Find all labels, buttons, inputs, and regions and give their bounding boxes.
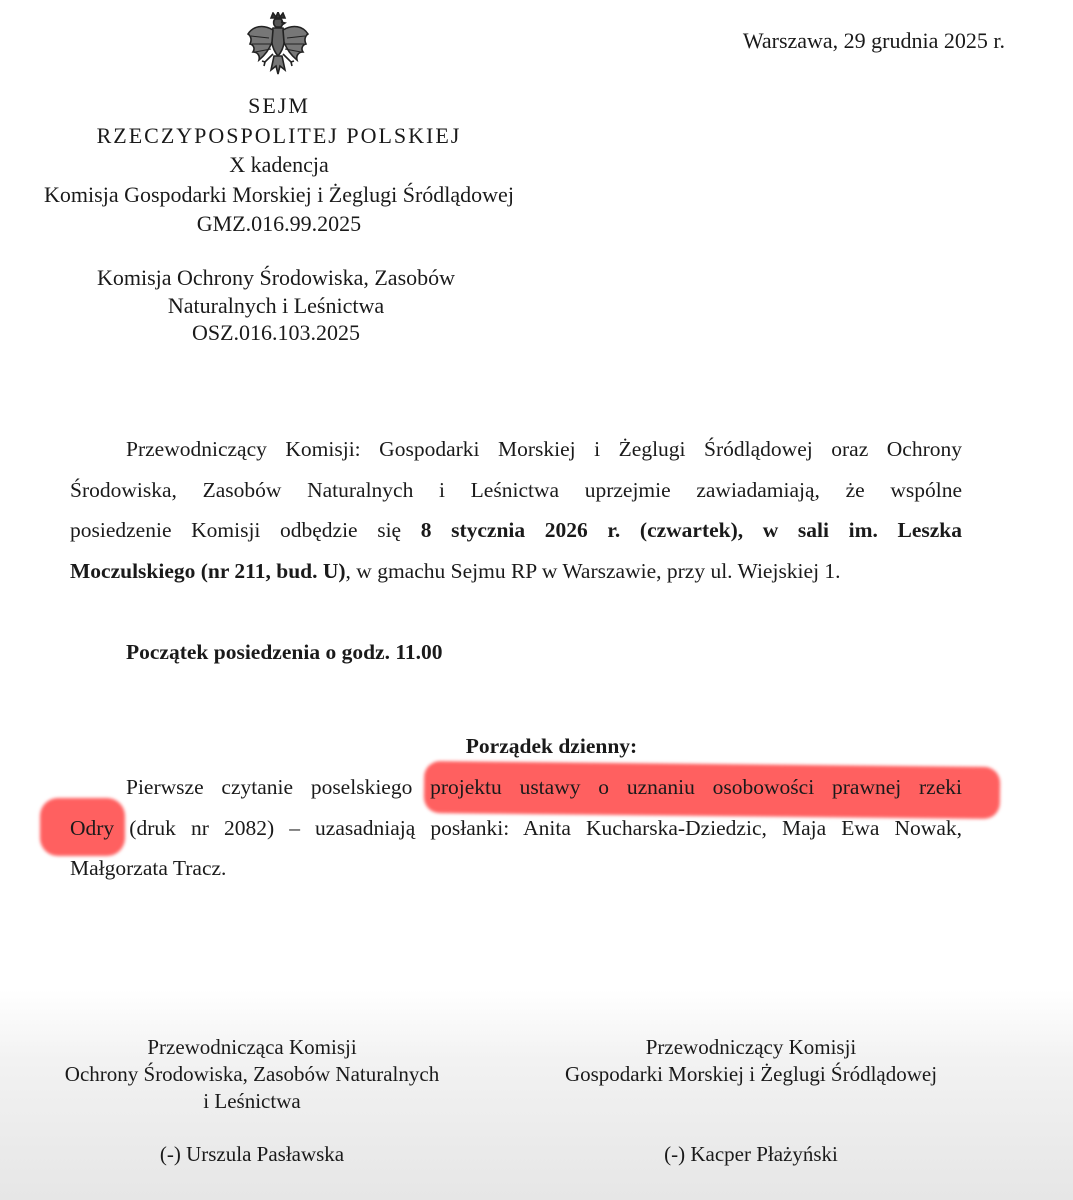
- notice-line-2: Środowiska, Zasobów Naturalnych i Leśnictwa uprzejmie zawiadamiają, że wspólne: [70, 477, 962, 502]
- committee-name-1: Komisja Gospodarki Morskiej i Żeglugi Śródlądowej: [44, 181, 514, 207]
- agenda-paragraph: [70, 767, 962, 889]
- reference-number-2: OSZ.016.103.2025: [191, 320, 361, 345]
- notice-line-4-text: , w gmachu Sejmu RP w Warszawie, przy ul. Wiejskiej 1.: [345, 558, 841, 583]
- institution-name: SEJM: [248, 93, 310, 118]
- agenda-line-3: Małgorzata Tracz.: [70, 856, 227, 880]
- committee-name-2-line-2: Naturalnych i Leśnictwa: [167, 292, 385, 318]
- committee-name-2-line-1: Komisja Ochrony Środowiska, Zasobów: [96, 265, 456, 290]
- signer-role-left-2: Ochrony Środowiska, Zasobów Naturalnych: [64, 1062, 440, 1086]
- term-label: X kadencja: [229, 152, 329, 177]
- institution-name-2: RZECZYPOSPOLITEJ POLSKIEJ: [96, 122, 462, 148]
- agenda-line-2: Odry (druk nr 2082) – uzasadniają posłanki: Anita Kucharska-Dziedzic, Maja Ewa Nowak,: [70, 815, 962, 840]
- signature-block-left: [30, 1034, 474, 1115]
- agenda-line-1: Pierwsze czytanie poselskiego projektu ustawy o uznaniu osobowości prawnej rzeki: [126, 775, 962, 799]
- agenda-title: Porządek dzienny:: [465, 734, 638, 758]
- notice-line-3: [70, 510, 962, 551]
- notice-line-3-text: posiedzenie Komisji odbędzie się: [70, 518, 421, 542]
- letterhead: [0, 91, 558, 239]
- signer-name-left: (-) Urszula Pasławska: [159, 1142, 345, 1166]
- meeting-date-location: 8 stycznia 2026 r. (czwartek), w sali im. Leszka: [420, 518, 962, 542]
- document-date: Warszawa, 29 grudnia 2025 r.: [742, 28, 1005, 53]
- signer-role-left-1: Przewodnicząca Komisji: [147, 1035, 357, 1059]
- notice-line-1: Przewodniczący Komisji: Gospodarki Morskiej i Żeglugi Śródlądowej oraz Ochrony: [126, 437, 962, 461]
- notice-line-4: [70, 551, 962, 592]
- signer-role-right-1: Przewodniczący Komisji: [645, 1035, 857, 1059]
- signature-block-right: [528, 1034, 974, 1088]
- signer-role-right-2: Gospodarki Morskiej i Żeglugi Śródlądowej: [564, 1062, 938, 1086]
- meeting-notice-paragraph: [70, 429, 962, 591]
- signer-name-right: (-) Kacper Płażyński: [664, 1142, 838, 1166]
- white-eagle-emblem-icon: [245, 12, 311, 82]
- second-committee-block: [0, 264, 552, 347]
- reference-number-1: GMZ.016.99.2025: [196, 211, 362, 236]
- meeting-start-time: Początek posiedzenia o godz. 11.00: [126, 640, 443, 664]
- signer-role-left-3: i Leśnictwa: [203, 1089, 301, 1113]
- meeting-room: Moczulskiego (nr 211, bud. U): [70, 558, 346, 583]
